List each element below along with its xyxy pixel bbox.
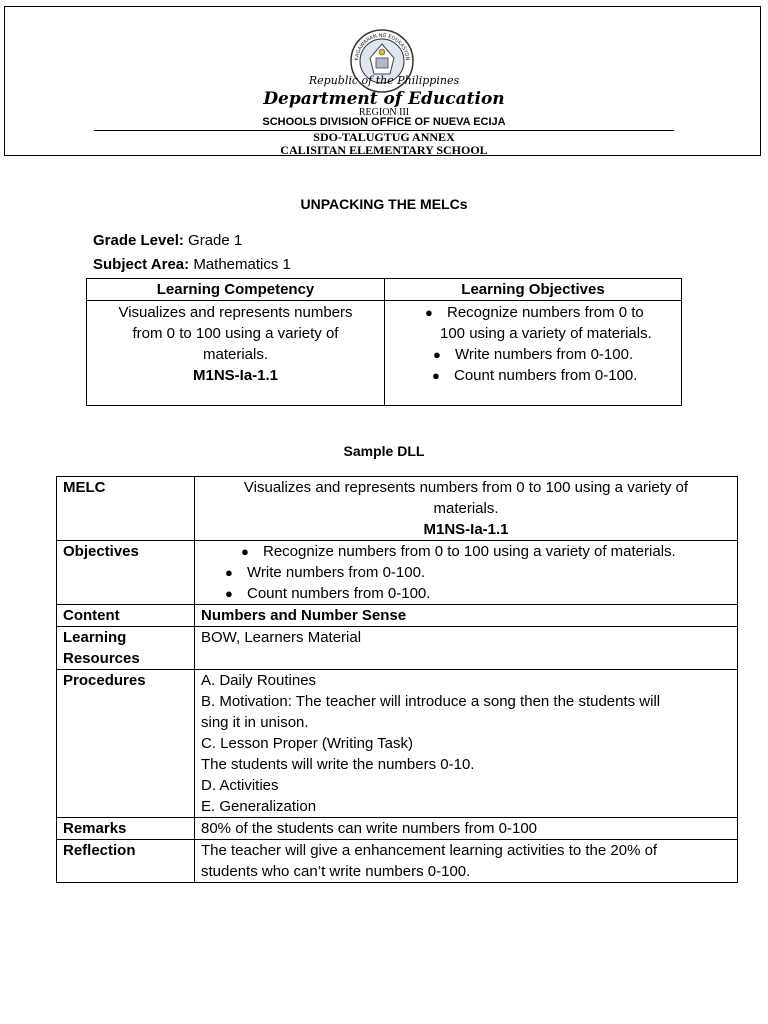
grade-label: Grade Level: [93,232,184,249]
grade-level [93,232,242,249]
svg-text:KAGAWARAN NG EDUKASYON: KAGAWARAN NG EDUKASYON [353,32,411,61]
table-row [57,818,738,840]
school-name: CALISITAN ELEMENTARY SCHOOL [280,143,488,157]
objectives-label: Objectives [57,541,195,605]
list-item: ● Write numbers from 0-100. [433,346,634,363]
dll-table [56,476,738,883]
procedures-cell [195,670,738,818]
procedure-line: B. Motivation: The teacher will introduce a song then the students will [201,693,661,710]
bullet-icon: ● [425,305,433,320]
reflection-text: students who can’t write numbers 0-100. [201,863,471,880]
republic-text: Republic of the Philippines [308,74,460,87]
melc-code: M1NS-Ia-1.1 [423,521,509,538]
bullet-icon: ● [225,586,233,601]
table-row [57,541,738,605]
procedure-line: sing it in unison. [201,714,309,731]
bullet-icon: ● [225,565,233,580]
region-text: REGION III [358,107,410,118]
subject-area [93,256,291,273]
list-item: ● Count numbers from 0-100. [225,585,431,602]
melc-text: Visualizes and represents numbers from 0 to 100 using a variety of [243,479,689,496]
melc-cell [195,477,738,541]
bullet-icon: ● [241,544,249,559]
table-row [57,840,738,883]
table-row [57,477,738,541]
division-text: SCHOOLS DIVISION OFFICE OF NUEVA ECIJA [262,116,506,128]
remarks-label: Remarks [57,818,195,840]
grade-value: Grade 1 [188,232,243,249]
remarks-value: 80% of the students can write numbers from 0-100 [195,818,738,840]
procedure-line: A. Daily Routines [201,672,317,689]
subject-label: Subject Area: [93,256,190,273]
objectives-header: Learning Objectives [385,279,682,301]
department-title: Department of Education [263,89,505,109]
melc-label: MELC [57,477,195,541]
reflection-label: Reflection [57,840,195,883]
competency-line: materials. [202,346,269,363]
resources-value: BOW, Learners Material [195,627,738,670]
objectives-cell [385,301,682,406]
unpacking-title: UNPACKING THE MELCs [300,196,468,212]
procedure-line: E. Generalization [201,798,317,815]
annex-text: SDO-TALUGTUG ANNEX [313,130,455,144]
list-item: ● Recognize numbers from 0 to 100 using a variety of materials. [241,543,676,560]
resources-label: Learning Resources [57,627,195,670]
table-row [57,627,738,670]
procedure-line: D. Activities [201,777,279,794]
procedure-line: C. Lesson Proper (Writing Task) [201,735,414,752]
competency-code: M1NS-Ia-1.1 [192,367,279,384]
bullet-icon: ● [433,347,441,362]
list-item: ● Count numbers from 0-100. [432,367,638,384]
list-item: 100 using a variety of materials. [440,325,652,342]
list-item: ● Recognize numbers from 0 to [425,304,644,321]
subject-value: Mathematics 1 [193,256,291,273]
melc-unpacking-table [86,278,682,406]
bullet-icon: ● [432,368,440,383]
content-value: Numbers and Number Sense [195,605,738,627]
competency-cell [87,301,385,406]
competency-line: Visualizes and represents numbers [118,304,353,321]
sample-dll-title: Sample DLL [343,443,425,459]
list-item: ● Write numbers from 0-100. [225,564,426,581]
content-label: Content [57,605,195,627]
competency-header: Learning Competency [87,279,385,301]
table-row [57,605,738,627]
competency-line: from 0 to 100 using a variety of [132,325,339,342]
objectives-cell [195,541,738,605]
reflection-text: The teacher will give a enhancement learning activities to the 20% of [201,842,658,859]
procedure-line: The students will write the numbers 0-10. [201,756,475,773]
table-row [57,670,738,818]
procedures-label: Procedures [57,670,195,818]
reflection-cell [195,840,738,883]
melc-text: materials. [433,500,499,517]
